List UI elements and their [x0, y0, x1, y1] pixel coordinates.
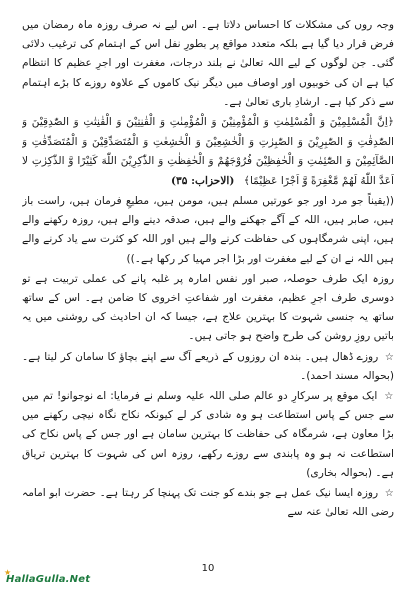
site-watermark	[4, 568, 91, 585]
hadith-source: (بحوالہ مسند احمد)۔	[300, 369, 394, 382]
hadith-item-3	[22, 484, 394, 522]
watermark-star-icon: ★	[4, 568, 12, 577]
hadith-item-2	[22, 387, 394, 483]
page-content	[22, 16, 394, 556]
page-number: 10	[201, 563, 215, 574]
star-icon: ☆	[384, 391, 394, 403]
hadith-text: ایک موقع پر سرکارِ دو عالم صلی اللہ علیہ وسلم نے فرمایا: اے نوجوانو! تم میں سے جس کے پاس استطاعت ہو وہ شادی کر لے کیونکہ نکاح نگاہ نیچی رکھنے میں بڑا معاون ہے، شرمگاہ کی حفاظت کا بہترین سامان ہے اور جس کے پاس نکاح کی استطاعت نہ ہو وہ پابندی سے روزے رکھے، روزہ اس کی شہوت کا بہترین تریاق ہے۔	[22, 390, 394, 479]
quran-verse	[22, 113, 394, 191]
star-icon: ☆	[384, 351, 394, 363]
intro-paragraph: وجہ روں کی مشکلات کا احساس دلاتا ہے۔ اس لیے نہ صرف روزہ ماہ رمضان میں فرض قرار دیا گیا ہے بلکہ متعدد مواقع پر بطورِ نفل اس کے اہتمام کی ترغیب دلائی گئی۔ جن لوگوں کے لیے اللہ تعالیٰ نے بلند درجات، مغفرت اور اجرِ عظیم کا انتظام کیا ہے ان کی خوبیوں اور اوصاف میں دیگر نیک کاموں کے علاوہ روزے کا بڑے اہتمام سے ذکر کیا ہے۔ ارشادِ باری تعالیٰ ہے۔	[22, 19, 394, 108]
star-icon: ☆	[384, 488, 394, 500]
hadith-source: (بحوالہ بخاری)	[306, 466, 372, 479]
hadith-item-1	[22, 348, 394, 386]
fasting-paragraph: روزہ ایک طرف حوصلہ، صبر اور نفس امارہ پر غلبہ پانے کی عملی تربیت ہے تو دوسری طرف اجرِ عظیم، مغفرت اور شفاعتِ اخروی کا ضامن ہے۔ اس کے ساتھ ساتھ یہ جنسی شہوت کا بہترین علاج ہے، جیسا کہ ان احادیث کی روشنی میں یہ باتیں روزِ روشن کی طرح واضح ہو جاتی ہیں۔	[22, 272, 394, 343]
verse-reference: (الاحزاب: ۳۵)	[171, 174, 235, 187]
watermark-text: HallaGulla.Net	[6, 574, 91, 585]
quran-verse-text: ﴿اِنَّ الْمُسْلِمِیْنَ وَ الْمُسْلِمٰتِ وَ الْمُؤْمِنِیْنَ وَ الْمُؤْمِنٰتِ وَ الْقٰنِتِیْنَ وَ الْقٰنِتٰتِ وَ الصّٰدِقِیْنَ وَ الصّٰدِقٰتِ وَ الصّٰبِرِیْنَ وَ الصّٰبِرٰتِ وَ الْخٰشِعِیْنَ وَ الْخٰشِعٰتِ وَ الْمُتَصَدِّقِیْنَ وَ الْمُتَصَدِّقٰتِ وَ الصَّآئِمِیْنَ وَ الصّٰٓئِمٰتِ وَ الْحٰفِظِیْنَ فُرُوْجَهُمْ وَ الْحٰفِظٰتِ وَ الذّٰكِرِیْنَ اللّٰهَ كَثِیْرًا وَّ الذّٰكِرٰتِ لا اَعَدَّ اللّٰهُ لَهُمْ مَّغْفِرَةً وَّ اَجْرًا عَظِیْمًا﴾	[22, 116, 394, 187]
hadith-text: روزہ ایسا نیک عمل ہے جو بندے کو جنت تک پہنچا کر رہتا ہے۔ حضرت ابو امامہ رضی اللہ تعالیٰ عنہ سے	[22, 487, 394, 519]
verse-translation: ((یقیناً جو مرد اور جو عورتیں مسلم ہیں، مومن ہیں، مطیعِ فرمان ہیں، راست باز ہیں، صابر ہیں، اللہ کے آگے جھکنے والے ہیں، صدقہ دینے والے ہیں، روزہ رکھنے والے ہیں، اپنی شرمگاہوں کی حفاظت کرنے والے ہیں اور اللہ کو کثرت سے یاد کرنے والے ہیں اللہ نے ان کے لیے مغفرت اور بڑا اجر مہیا کر رکھا ہے۔))	[22, 195, 394, 265]
hadith-text: روزے ڈھال ہیں۔ بندہ ان روزوں کے ذریعے آگ سے اپنے بچاؤ کا سامان کر لیتا ہے۔	[22, 350, 379, 363]
